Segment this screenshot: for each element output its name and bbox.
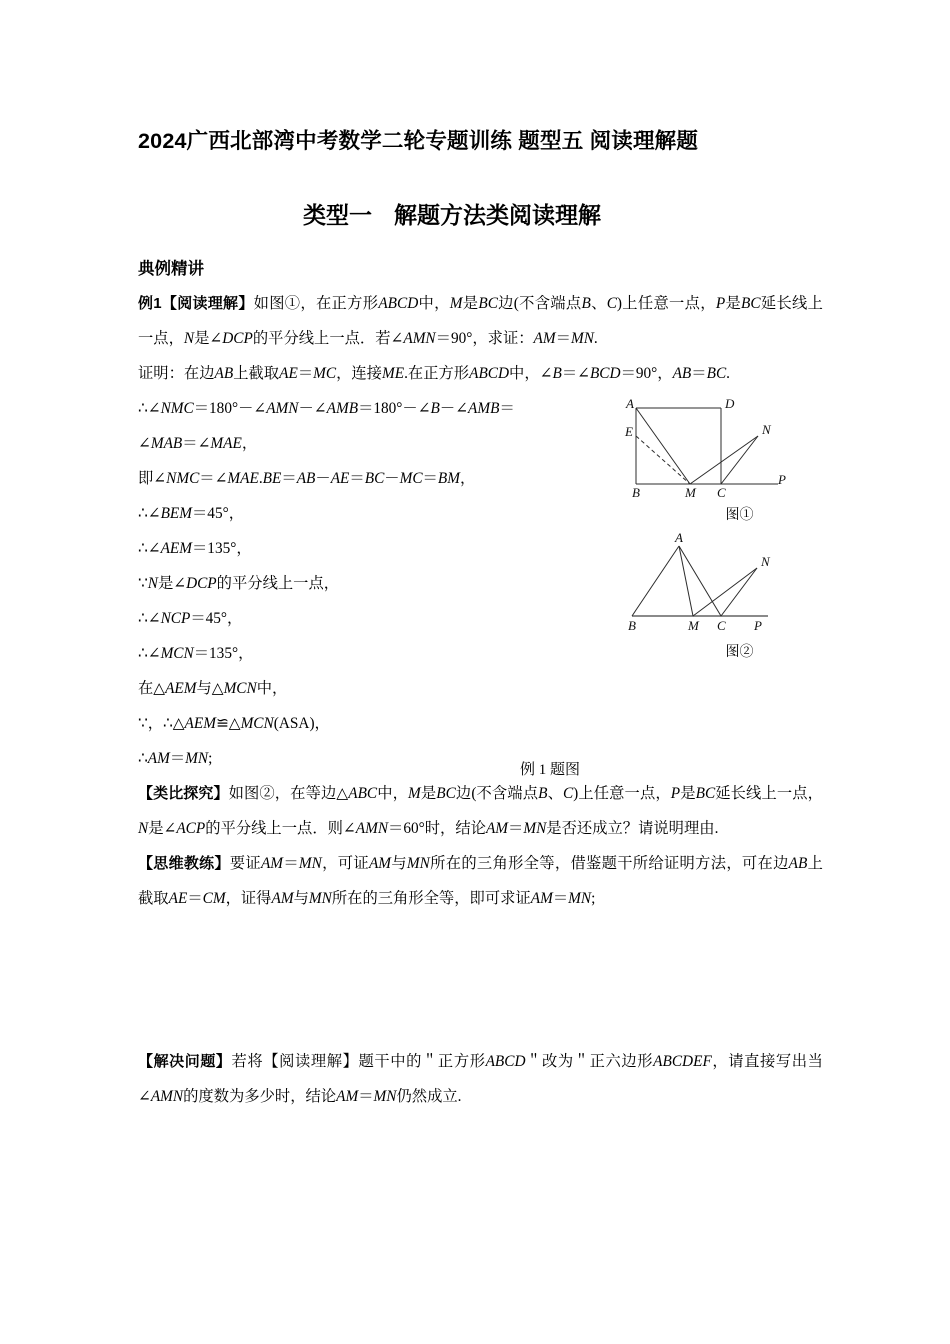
page-bottom-space — [138, 1114, 823, 1154]
figure-2-caption: 图② — [725, 645, 754, 660]
proof-line: ∠MAB＝∠MAE， — [138, 435, 258, 453]
figure-1-diagram — [618, 396, 833, 501]
figure-1-label-N: N — [762, 422, 771, 437]
solve-paragraph — [138, 1044, 823, 1114]
example1-figure-caption: 例 1 题图 — [520, 762, 581, 778]
figure-1-label-A: A — [626, 396, 634, 411]
coach-tag: 【思维教练】 — [138, 855, 230, 873]
figure-2-label-B: B — [628, 618, 636, 633]
page-title: 2024广西北部湾中考数学二轮专题训练 题型五 阅读理解题 — [138, 129, 699, 153]
figure-1-label-B: B — [632, 485, 640, 500]
figure-1-label-P: P — [778, 472, 786, 487]
figure-2-label-A: A — [675, 530, 683, 545]
solve-text: 若将【阅读理解】题干中的＂正方形ABCD＂改为＂正六边形ABCDEF，请直接写出当∠AMN的度数为多少时，结论AM＝MN仍然成立. — [138, 1053, 823, 1106]
proof-line: ∴∠AEM＝135°， — [138, 540, 252, 558]
proof-line: ∵N是∠DCP的平分线上一点， — [138, 575, 340, 593]
analogy-text: 如图②，在等边△ABC中，M是BC边(不含端点B、C)上任意一点，P是BC延长线上一点，N是∠ACP的平分线上一点．则∠AMN＝60°时，结论AM＝MN是否还成立？请说明理由. — [138, 785, 823, 838]
example1-proof — [138, 356, 730, 776]
figure-2-block — [618, 528, 833, 661]
coach-text: 要证AM＝MN，可证AM与MN所在的三角形全等，借鉴题干所给证明方法，可在边AB上截取AE＝CM，证得AM与MN所在的三角形全等，即可求证AM＝MN; — [138, 855, 823, 908]
example1-statement — [138, 280, 823, 356]
proof-line: ∴∠NCP＝45°， — [138, 610, 243, 628]
figure-1-label-M: M — [685, 485, 696, 500]
proof-line: 即∠NMC＝∠MAE.BE＝AB－AE＝BC－MC＝BM， — [138, 470, 476, 488]
type-heading-label: 类型一 — [303, 201, 372, 228]
type-heading — [138, 155, 823, 231]
proof-line: ∴AM＝MN; — [138, 750, 213, 768]
figure-2-label-C: C — [717, 618, 726, 633]
figure-2-label-N: N — [761, 554, 770, 569]
coach-paragraph — [138, 846, 823, 916]
figure-group — [618, 396, 833, 661]
example1-tag: 例1【阅读理解】 — [138, 295, 254, 313]
proof-line: 证明：在边AB上截取AE＝MC，连接ME.在正方形ABCD中，∠B＝∠BCD＝90°，AB＝BC. — [138, 365, 730, 383]
type-heading-text: 解题方法类阅读理解 — [394, 201, 601, 228]
proof-line: ∵，∴△AEM≌△MCN(ASA)， — [138, 715, 330, 733]
figure-1-label-C: C — [717, 485, 726, 500]
figure-2-label-P: P — [754, 618, 762, 633]
figure-1-caption: 图① — [725, 508, 754, 523]
figure-1-label-E: E — [625, 424, 633, 439]
proof-line: ∴∠BEM＝45°， — [138, 505, 245, 523]
figure-2-diagram — [618, 528, 833, 638]
analogy-paragraph — [138, 776, 823, 846]
solve-tag: 【解决问题】 — [138, 1053, 232, 1071]
answer-blank-space — [138, 916, 823, 1044]
proof-line: ∴∠MCN＝135°， — [138, 645, 254, 663]
example1-statement-text: 如图①，在正方形ABCD中，M是BC边(不含端点B、C)上任意一点，P是BC延长线上一点，N是∠DCP的平分线上一点．若∠AMN＝90°，求证：AM＝MN. — [138, 295, 823, 348]
section-heading: 典例精讲 — [138, 259, 204, 278]
figure-1-label-D: D — [725, 396, 735, 411]
figure-2-label-M: M — [688, 618, 699, 633]
proof-line: ∴∠NMC＝180°－∠AMN－∠AMB＝180°－∠B－∠AMB＝ — [138, 400, 515, 418]
figure-1-block — [618, 396, 833, 524]
proof-line: 在△AEM与△MCN中， — [138, 680, 288, 698]
analogy-tag: 【类比探究】 — [138, 785, 229, 803]
